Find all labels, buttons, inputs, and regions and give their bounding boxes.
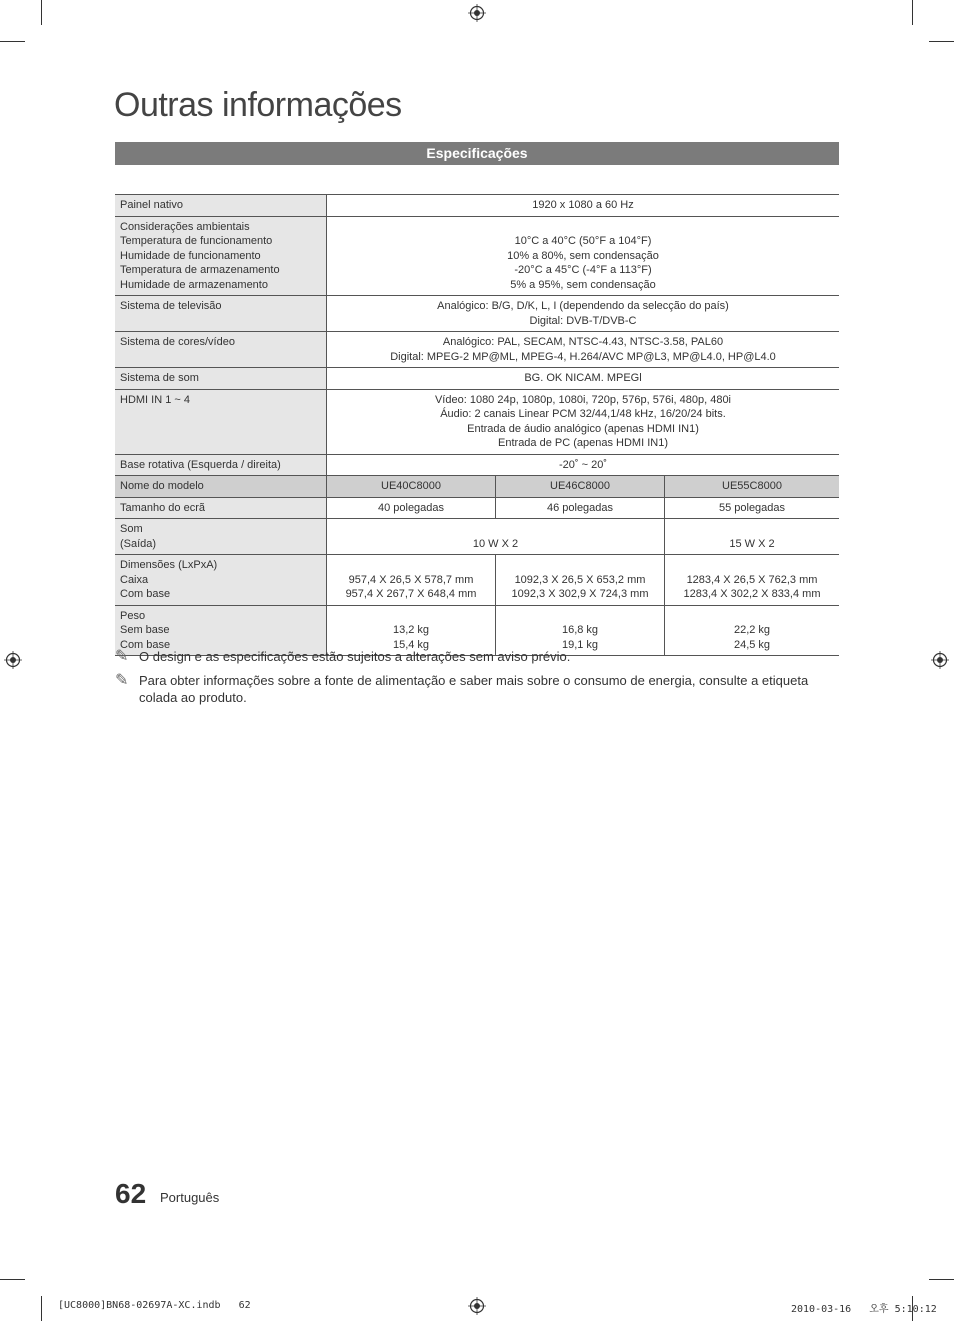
row-value: 1920 x 1080 a 60 Hz xyxy=(327,195,840,217)
row-value xyxy=(327,216,840,296)
row-label: HDMI IN 1 ~ 4 xyxy=(115,389,327,454)
row-value xyxy=(327,332,840,368)
label-line: Sem base xyxy=(120,624,170,636)
label-line: Temperatura de armazenamento xyxy=(120,264,280,276)
crop-mark xyxy=(929,41,954,42)
label-line: Considerações ambientais xyxy=(120,220,250,233)
page-title: Outras informações xyxy=(114,86,402,124)
model-cell: UE40C8000 xyxy=(327,476,496,498)
table-row xyxy=(115,296,839,332)
value-line: 16,8 kg xyxy=(561,624,599,636)
page-number: 62 xyxy=(115,1178,147,1209)
row-label: Base rotativa (Esquerda / direita) xyxy=(115,454,327,476)
value-line: Entrada de PC (apenas HDMI IN1) xyxy=(498,437,668,449)
label-line: (Saída) xyxy=(120,537,157,550)
label-line: Com base xyxy=(120,638,171,651)
label-line: Caixa xyxy=(120,573,149,586)
value-line: Digital: DVB-T/DVB-C xyxy=(529,314,637,327)
value-line: 1283,4 X 302,2 X 833,4 mm xyxy=(683,588,821,600)
table-row xyxy=(115,454,839,476)
value-line: Entrada de áudio analógico (apenas HDMI IN1) xyxy=(467,422,699,435)
table-row xyxy=(115,555,839,606)
table-row xyxy=(115,389,839,454)
label-line: Peso xyxy=(120,609,146,622)
value-line: 15,4 kg xyxy=(392,638,430,651)
row-label xyxy=(115,216,327,296)
value-line: 10°C a 40°C (50°F a 104°F) xyxy=(514,235,652,247)
label-line: Dimensões (LxPxA) xyxy=(120,559,218,571)
value-line: 22,2 kg xyxy=(733,624,771,636)
row-value: -20˚ ~ 20˚ xyxy=(327,454,840,476)
crop-mark xyxy=(41,1296,42,1321)
value-line: 5% a 95%, sem condensação xyxy=(510,278,656,291)
value-line: Analógico: B/G, D/K, L, I (dependendo da selecção do país) xyxy=(437,300,729,312)
value-line: 13,2 kg xyxy=(392,624,430,636)
value-line: 957,4 X 267,7 X 648,4 mm xyxy=(345,588,477,600)
table-row xyxy=(115,519,839,555)
row-value: 15 W X 2 xyxy=(665,519,840,555)
row-value: 40 polegadas xyxy=(327,497,496,519)
model-cell: UE55C8000 xyxy=(665,476,840,498)
row-value: BG. OK NICAM. MPEGl xyxy=(327,368,840,390)
registration-mark-icon xyxy=(468,4,486,22)
crop-mark xyxy=(912,0,913,25)
footer-timestamp: 2010-03-16 오후 5:10:12 xyxy=(791,1304,937,1315)
table-row xyxy=(115,216,839,296)
table-row xyxy=(115,497,839,519)
row-label: Nome do modelo xyxy=(115,476,327,498)
value-line: -20°C a 45°C (-4°F a 113°F) xyxy=(514,264,652,276)
row-value: 55 polegadas xyxy=(665,497,840,519)
pencil-note-icon: ✎ xyxy=(115,672,129,689)
row-label: Sistema de televisão xyxy=(115,296,327,332)
row-label xyxy=(115,519,327,555)
crop-mark xyxy=(0,1279,25,1280)
value-line: 1092,3 X 302,9 X 724,3 mm xyxy=(511,588,649,600)
table-row xyxy=(115,476,839,498)
registration-mark-icon xyxy=(4,651,22,669)
specifications-table xyxy=(115,194,839,656)
value-line: Vídeo: 1080 24p, 1080p, 1080i, 720p, 576p, 576i, 480p, 480i xyxy=(434,393,732,406)
row-value xyxy=(327,296,840,332)
footer-file: [UC8000]BN68-02697A-XC.indb 62 xyxy=(58,1300,251,1311)
label-line: Com base xyxy=(120,588,171,600)
value-line: 24,5 kg xyxy=(733,638,771,651)
row-value xyxy=(327,555,496,606)
value-line: 1092,3 X 26,5 X 653,2 mm xyxy=(514,573,646,586)
model-cell: UE46C8000 xyxy=(496,476,665,498)
row-value: 10 W X 2 xyxy=(327,519,665,555)
registration-mark-icon xyxy=(931,651,949,669)
note xyxy=(115,648,839,665)
row-value xyxy=(496,555,665,606)
registration-mark-icon xyxy=(468,1297,486,1315)
value-line: 10% a 80%, sem condensação xyxy=(507,249,659,262)
value-line: Digital: MPEG-2 MP@ML, MPEG-4, H.264/AVC MP@L3, MP@L4.0, HP@L4.0 xyxy=(390,350,776,363)
pencil-note-icon: ✎ xyxy=(115,648,129,665)
note-text: O design e as especificações estão sujeitos a alterações sem aviso prévio. xyxy=(139,649,571,664)
table-row xyxy=(115,332,839,368)
row-value xyxy=(327,389,840,454)
row-label: Tamanho do ecrã xyxy=(115,497,327,519)
row-label xyxy=(115,555,327,606)
table-row xyxy=(115,368,839,390)
row-label: Painel nativo xyxy=(115,195,327,217)
row-label: Sistema de cores/vídeo xyxy=(115,332,327,368)
row-value xyxy=(665,555,840,606)
label-line: Humidade de funcionamento xyxy=(120,249,261,262)
label-line: Som xyxy=(120,523,143,535)
value-line: 1283,4 X 26,5 X 762,3 mm xyxy=(686,573,818,586)
note xyxy=(115,672,839,706)
note-text: Para obter informações sobre a fonte de alimentação e saber mais sobre o consumo de energia, consulte a etiqueta colada ao produto. xyxy=(139,673,809,705)
row-label: Sistema de som xyxy=(115,368,327,390)
section-title: Especificações xyxy=(115,142,839,165)
crop-mark xyxy=(0,41,25,42)
value-line: Áudio: 2 canais Linear PCM 32/44,1/48 kHz, 16/20/24 bits. xyxy=(440,408,726,420)
label-line: Temperatura de funcionamento xyxy=(120,235,273,247)
table-row xyxy=(115,195,839,217)
value-line: 957,4 X 26,5 X 578,7 mm xyxy=(348,573,474,586)
page-language: Português xyxy=(160,1190,220,1205)
crop-mark xyxy=(929,1279,954,1280)
row-value: 46 polegadas xyxy=(496,497,665,519)
value-line: 19,1 kg xyxy=(561,638,599,651)
value-line: Analógico: PAL, SECAM, NTSC-4.43, NTSC-3.58, PAL60 xyxy=(442,336,724,348)
crop-mark xyxy=(41,0,42,25)
label-line: Humidade de armazenamento xyxy=(120,278,268,291)
